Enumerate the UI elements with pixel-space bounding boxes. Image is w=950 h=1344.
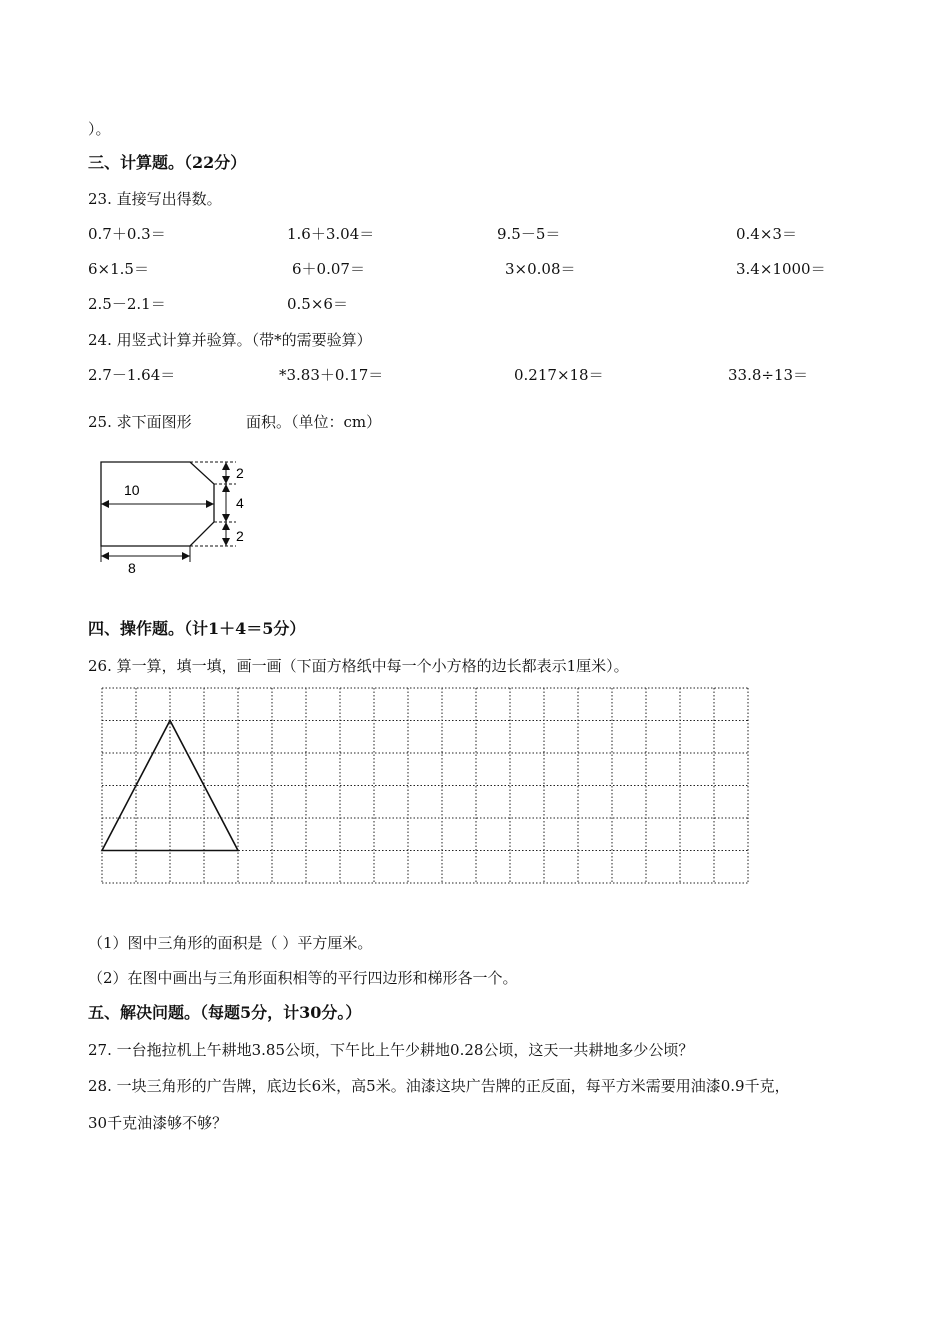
arrowhead [101,500,109,508]
arrowhead [222,484,230,492]
q23-item: 1.6＋3.04＝ [287,225,375,243]
label-bottom-width: 8 [128,560,136,576]
section4-heading: 四、操作题。（计1＋4＝5分） [88,619,306,638]
lead-text: ）。 [88,120,111,138]
arrowhead [222,462,230,470]
q28-text: 28. 一块三角形的广告牌，底边长6米，高5米。油漆这块广告牌的正反面，每平方米需要用油漆0.9千克， [88,1077,790,1095]
q26-sub2: （2）在图中画出与三角形面积相等的平行四边形和梯形各一个。 [88,969,518,987]
q25-figure [90,452,265,582]
arrowhead [222,522,230,530]
q23-item: 9.5－5＝ [497,225,561,243]
q25-prompt: 25. 求下面图形 [88,413,192,431]
q27-text: 27. 一台拖拉机上午耕地3.85公顷，下午比上午少耕地0.28公顷，这天一共耕地多少公顷？ [88,1041,694,1059]
q24-item: 2.7－1.64＝ [88,366,176,384]
arrowhead [222,514,230,522]
q23-item: 3×0.08＝ [505,260,576,278]
q23-item: 6×1.5＝ [88,260,149,278]
q23-item: 0.7＋0.3＝ [88,225,166,243]
q24-item: *3.83＋0.17＝ [279,366,384,384]
q24-item: 0.217×18＝ [514,366,604,384]
q28-text-cont: 30千克油漆够不够？ [88,1114,228,1132]
q23-item: 0.4×3＝ [736,225,797,243]
arrowhead [222,476,230,484]
q23-item: 6＋0.07＝ [292,260,365,278]
q23-item: 0.5×6＝ [287,295,348,313]
q24-item: 33.8÷13＝ [728,366,809,384]
section3-heading: 三、计算题。（22分） [88,153,247,172]
arrowhead [222,538,230,546]
label-upper-cut: 2 [236,465,244,481]
q23-prompt: 23. 直接写出得数。 [88,190,222,208]
section5-heading: 五、解决问题。（每题5分，计30分。） [88,1003,362,1022]
arrowhead [101,552,109,560]
q23-item: 2.5－2.1＝ [88,295,166,313]
q23-item: 3.4×1000＝ [736,260,826,278]
q26-sub1: （1）图中三角形的面积是（ ）平方厘米。 [88,934,373,952]
label-middle: 4 [236,495,244,511]
label-lower-cut: 2 [236,528,244,544]
q25-prompt-cont: 面积。（单位：cm） [246,413,382,431]
arrowhead [182,552,190,560]
square-grid [100,686,750,886]
q24-prompt: 24. 用竖式计算并验算。（带*的需要验算） [88,331,372,349]
label-top-width: 10 [124,482,140,498]
q26-prompt: 26. 算一算，填一填，画一画（下面方格纸中每一个小方格的边长都表示1厘米）。 [88,657,629,675]
arrowhead [206,500,214,508]
grid-lines [102,688,748,883]
